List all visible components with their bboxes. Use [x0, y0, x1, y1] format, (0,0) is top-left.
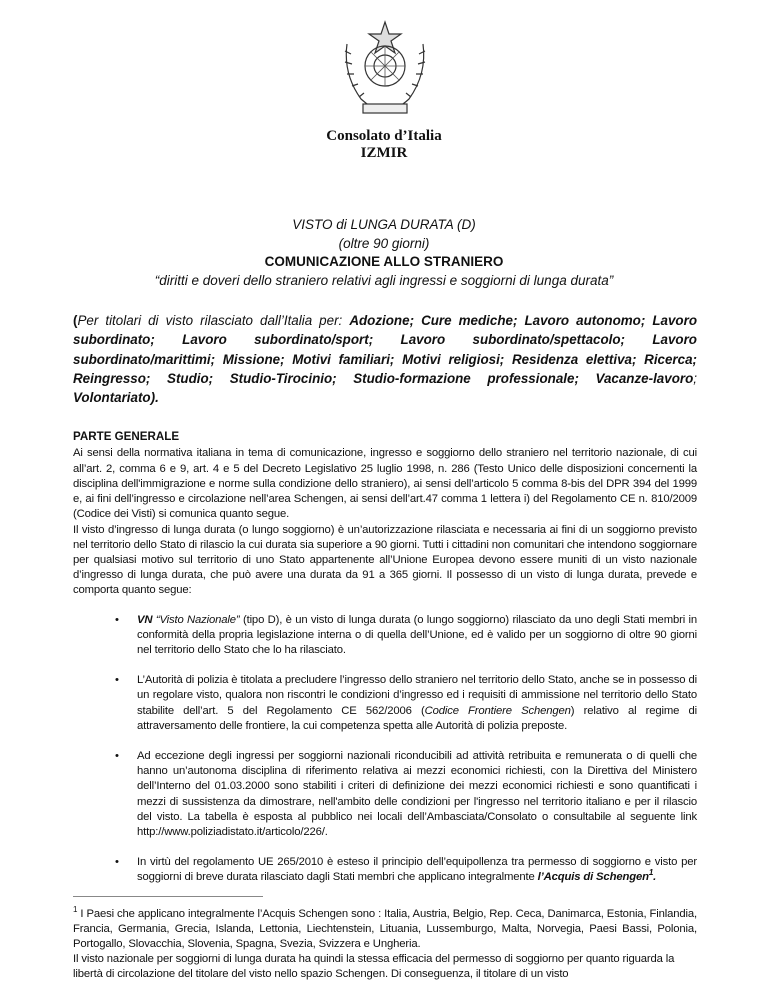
- list-item: [73, 613, 697, 659]
- paragraph: Il visto d’ingresso di lunga durata (o lungo soggiorno) è un’autorizzazione rilasciata e necessaria ai fini di un soggiorno previsto nel territorio dello Stato di rilascio la cui durata sia superiore a 90 giorni. Tutti i cittadini non comunitari che intendono soggiornare per qualsiasi motivo sul territorio di uno Stato appartenente all’Unione Europea devono essere muniti di un visto nazionale d’ingresso di lunga durata, che può avere una durata da 91 a 365 giorni. Il possesso di un visto di lunga durata, prevede e comporta quanto segue:: [73, 523, 697, 597]
- bullet-icon: •: [115, 856, 119, 869]
- consulate-header: [0, 128, 768, 162]
- list-item: [73, 855, 697, 885]
- item-text: l’Acquis di Schengen: [537, 871, 649, 884]
- bullet-list: [73, 613, 697, 886]
- section-heading: PARTE GENERALE: [73, 430, 180, 444]
- intro-open: (: [73, 313, 78, 328]
- list-item: [73, 749, 697, 840]
- bullet-icon: •: [115, 613, 119, 626]
- item-text: Ad eccezione degli ingressi per soggiorni nazionali riconducibili ad attività retribuita e remunerata o di quelli che hanno un’autonoma disciplina di riferimento relativa ai mezzi economici richiesti, con la Direttiva del Ministero dell’Interno del 01.03.2000 sono stabiliti i criteri di definizione dei mezzi economici richiesti e sono quantificati i mezzi di sussistenza da dimostrare, nell'ambito delle condizioni per l'ingresso nel territorio italiano e per il rilascio del visto. La tabella è esposta al pubblico nei locali dell’Ambasciata/Consolato o consultabile al seguente link http://www.poliziadistato.it/articolo/226/.: [137, 749, 697, 838]
- item-text: L’Autorità di polizia è titolata a precludere l’ingresso dello straniero nel territorio dello Stato, anche se in possesso di un regolare visto, qualora non riscontri le condizioni d’ingresso ed i requisiti di ammissione nel territorio dello Stato stabilite dell’art. 5 del Regolamento CE 562/2006 (: [137, 674, 697, 717]
- bullet-icon: •: [115, 674, 119, 687]
- parte-generale-section: [73, 429, 697, 885]
- italian-republic-emblem: [337, 14, 433, 126]
- footnote-number: 1: [73, 904, 78, 914]
- bullet-icon: •: [115, 749, 119, 762]
- visa-types-intro: [73, 311, 697, 407]
- document-title: [0, 216, 768, 290]
- item-text: In virtù del regolamento UE 265/2010 è esteso il principio dell’equipollenza tra permesso di soggiorno e visto per soggiorni di breve durata rilasciato dagli Stati membri che applicano integralmente: [137, 856, 697, 884]
- item-text: Codice Frontiere Schengen: [424, 704, 571, 717]
- document-body: [73, 311, 697, 983]
- consulate-name: Consolato d’Italia: [326, 128, 442, 144]
- intro-prefix: Per titolari di visto rilasciato dall’Italia per:: [77, 313, 350, 328]
- title-line-2: (oltre 90 giorni): [338, 235, 430, 251]
- item-text: “Visto Nazionale”: [152, 613, 240, 626]
- intro-sep: ;: [693, 370, 697, 386]
- footnote: [73, 904, 697, 983]
- item-text: ) relativo al regime di attraversamento delle frontiere, la cui competenza spetta alle Autorità di polizia preposte.: [137, 704, 697, 732]
- paragraph: Ai sensi della normativa italiana in tema di comunicazione, ingresso e soggiorno dello straniero nel territorio nazionale, di cui all’art. 2, comma 6 e 9, art. 4 e 5 del Decreto Legislativo 25 luglio 1998, n. 286 (Testo Unico delle disposizioni concernenti la disciplina dell'immigrazione e norme sulla condizione dello straniero), ai sensi dell’articolo 5 comma 8-bis del DPR 394 del 1999 e, ai fini dell’ingresso e circolazione nell’area Schengen, ai sensi dell’art.47 comma 1 lettera i) del Regolamento CE n. 810/2009 (Codice dei Visti) si comunica quanto segue.: [73, 447, 697, 521]
- title-line-4: “diritti e doveri dello straniero relativi agli ingressi e soggiorni di lunga durata”: [154, 272, 614, 288]
- footnote-text-2: Il visto nazionale per soggiorni di lunga durata ha quindi la stessa efficacia del permesso di soggiorno per quanto riguarda la libertà di circolazione del titolare del visto nello spazio Schengen. Di conseguenza, il titolare di un visto: [73, 953, 675, 981]
- footnote-text: I Paesi che applicano integralmente l’Acquis Schengen sono : Italia, Austria, Belgio, Rep. Ceca, Danimarca, Estonia, Finlandia, Francia, Germania, Grecia, Islanda, Lettonia, Liechtenstein, Lituania, Lussemburgo, Malta, Norvegia, Paesi Bassi, Polonia, Portogallo, Slovacchia, Slovenia, Spagna, Svezia, Svizzera e Ungheria.: [73, 907, 697, 950]
- item-text: .: [653, 871, 657, 884]
- item-text: VN: [137, 613, 153, 626]
- title-line-3: COMUNICAZIONE ALLO STRANIERO: [264, 254, 504, 269]
- visa-types-list: Adozione; Cure mediche; Lavoro autonomo; Lavoro subordinato; Lavoro subordinato/sport; Lavoro subordinato/spettacolo; Lavoro subordinato/marittimi; Missione; Motivi familiari; Motivi religiosi; Residenza elettiva; Ricerca; Reingresso; Studio; Studio-Tirocinio; Studio-formazione professionale; Vacanze-lavoro: [73, 313, 697, 386]
- item-text: (tipo D), è un visto di lunga durata (o lungo soggiorno) rilasciato da uno degli Stati membri in conformità della propria legislazione interna o di quella dell’Unione, ed è valido per un soggiorno di oltre 90 giorni nel territorio dello Stato che lo ha rilasciato.: [137, 613, 697, 656]
- footnote-ref[interactable]: 1: [648, 868, 654, 878]
- consulate-city: IZMIR: [360, 145, 408, 161]
- intro-last: Volontariato).: [73, 390, 159, 406]
- list-item: [73, 673, 697, 734]
- title-line-1: VISTO di LUNGA DURATA (D): [292, 217, 476, 232]
- footnote-divider: [73, 896, 263, 897]
